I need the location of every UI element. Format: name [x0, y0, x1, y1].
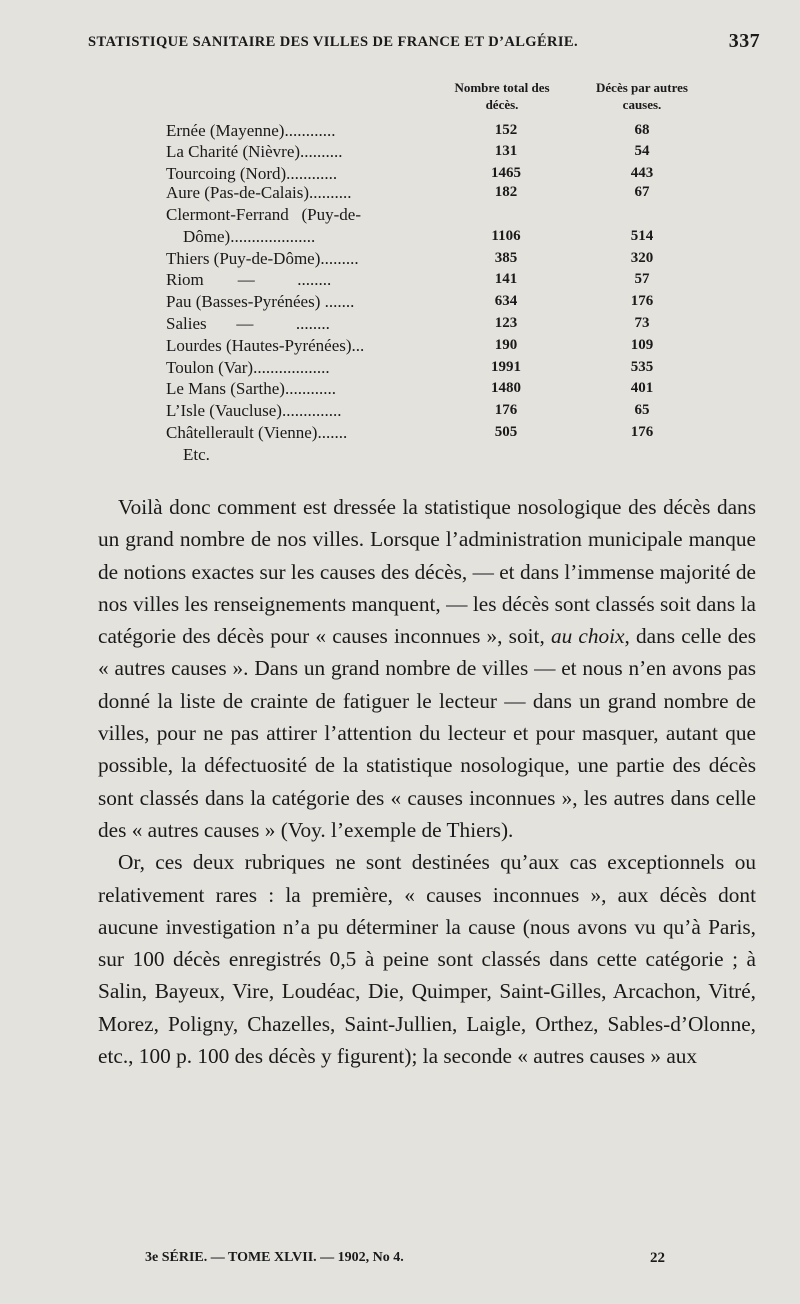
total-deaths: 634 — [494, 293, 518, 309]
place-name: Thiers (Puy-de-Dôme)......... — [166, 249, 359, 268]
total-deaths: 152 — [494, 122, 518, 138]
total-deaths: 1480 — [491, 380, 521, 396]
other-causes-deaths: 73 — [634, 315, 650, 331]
place-name: Tourcoing (Nord)............ — [166, 164, 338, 183]
place-name: Aure (Pas-de-Calais).......... — [166, 183, 352, 202]
paragraph-text: Voilà donc comment est dressée la statistique nosologique des décès dans un grand nombre de nos villes. Lorsque l’administration municipale manque de notions exactes sur les causes des décès, — et dans l’immense majorité de nos villes les renseignements manquent, — les décès sont classés soit dans la catégorie des décès pour « causes inconnues », soit, — [98, 495, 756, 649]
place-name: Ernée (Mayenne)............ — [166, 121, 336, 140]
place-name: Châtellerault (Vienne)....... — [166, 423, 348, 442]
page-footer — [145, 1250, 685, 1266]
place-name: Riom — ........ — [166, 270, 332, 289]
total-deaths: 1465 — [491, 165, 521, 181]
other-causes-deaths: 68 — [634, 122, 650, 138]
place-name: Toulon (Var).................. — [166, 358, 330, 377]
total-deaths: 1991 — [491, 359, 521, 375]
total-deaths: 123 — [494, 315, 518, 331]
place-name: Clermont-Ferrand (Puy-de- — [166, 205, 361, 224]
total-deaths: 1106 — [491, 228, 521, 244]
place-name: Lourdes (Hautes-Pyrénées)... — [166, 336, 365, 355]
place-name: La Charité (Nièvre).......... — [166, 142, 343, 161]
paragraph-text: , dans celle des « autres causes ». Dans un grand nombre de villes — et nous n’en avons pas donné la liste de crainte de fatiguer le lecteur — dans un grand nombre de villes, pour ne pas attirer l’attention du lecteur et pour masquer, autant que possible, la défectuosité de la statistique nosologique, une partie des décès sont classés dans la catégorie des « causes inconnues », les autres dans celle des « autres causes » (Voy. l’exemple de Thiers). — [98, 624, 756, 842]
series-info: 3e SÉRIE. — TOME XLVII. — 1902, No 4. — [145, 1250, 404, 1265]
page-number: 337 — [728, 30, 760, 52]
other-causes-deaths: 176 — [630, 424, 654, 440]
other-causes-deaths: 57 — [634, 271, 650, 287]
place-name: Le Mans (Sarthe)............ — [166, 379, 336, 398]
other-causes-deaths: 401 — [630, 380, 654, 396]
place-name: Pau (Basses-Pyrénées) ....... — [166, 292, 355, 311]
paragraph: Or, ces deux rubriques ne sont destinées qu’aux cas exceptionnels ou relativement rares : la première, « causes inconnues », aux décès dont aucune investigation n’a pu déterminer la cause (nous avons vu qu’à Paris, sur 100 décès enregistrés 0,5 à peine sont classés dans cette catégorie ; à Salin, Bayeux, Vire, Loudéac, Die, Quimper, Saint-Gilles, Arcachon, Vitré, Morez, Poligny, Chazelles, Saint-Jullien, Laigle, Orthez, Sables-d’Olonne, etc., 100 p. 100 des décès y figurent); la seconde « autres causes » aux — [98, 850, 756, 1069]
signature-mark: 22 — [650, 1250, 665, 1266]
total-deaths: 182 — [494, 184, 518, 200]
other-causes-deaths: 54 — [634, 143, 650, 159]
column-header-total: Nombre total des décès. — [454, 80, 550, 112]
other-causes-deaths: 514 — [630, 228, 654, 244]
total-deaths: 385 — [494, 250, 518, 266]
other-causes-deaths: 320 — [630, 250, 654, 266]
place-name: Dôme).................... — [166, 227, 316, 246]
body-text — [98, 491, 756, 1072]
other-causes-deaths: 67 — [634, 184, 650, 200]
total-deaths: 505 — [494, 424, 518, 440]
running-title: STATISTIQUE SANITAIRE DES VILLES DE FRANCE ET D’ALGÉRIE. — [88, 34, 579, 50]
total-deaths: 141 — [494, 271, 518, 287]
column-header-other-causes: Décès par autres causes. — [596, 80, 688, 112]
place-name: Salies — ........ — [166, 314, 330, 333]
other-causes-deaths: 109 — [630, 337, 654, 353]
other-causes-deaths: 176 — [630, 293, 654, 309]
emphasis: au choix — [550, 624, 625, 649]
place-name: L’Isle (Vaucluse).............. — [166, 401, 342, 420]
other-causes-deaths: 443 — [630, 165, 654, 181]
running-head — [88, 30, 760, 52]
other-causes-deaths: 65 — [634, 402, 650, 418]
paragraph — [98, 491, 756, 846]
total-deaths: 190 — [494, 337, 518, 353]
other-causes-deaths: 535 — [630, 359, 654, 375]
total-deaths: 176 — [494, 402, 518, 418]
place-name: Etc. — [166, 445, 210, 464]
total-deaths: 131 — [494, 143, 518, 159]
